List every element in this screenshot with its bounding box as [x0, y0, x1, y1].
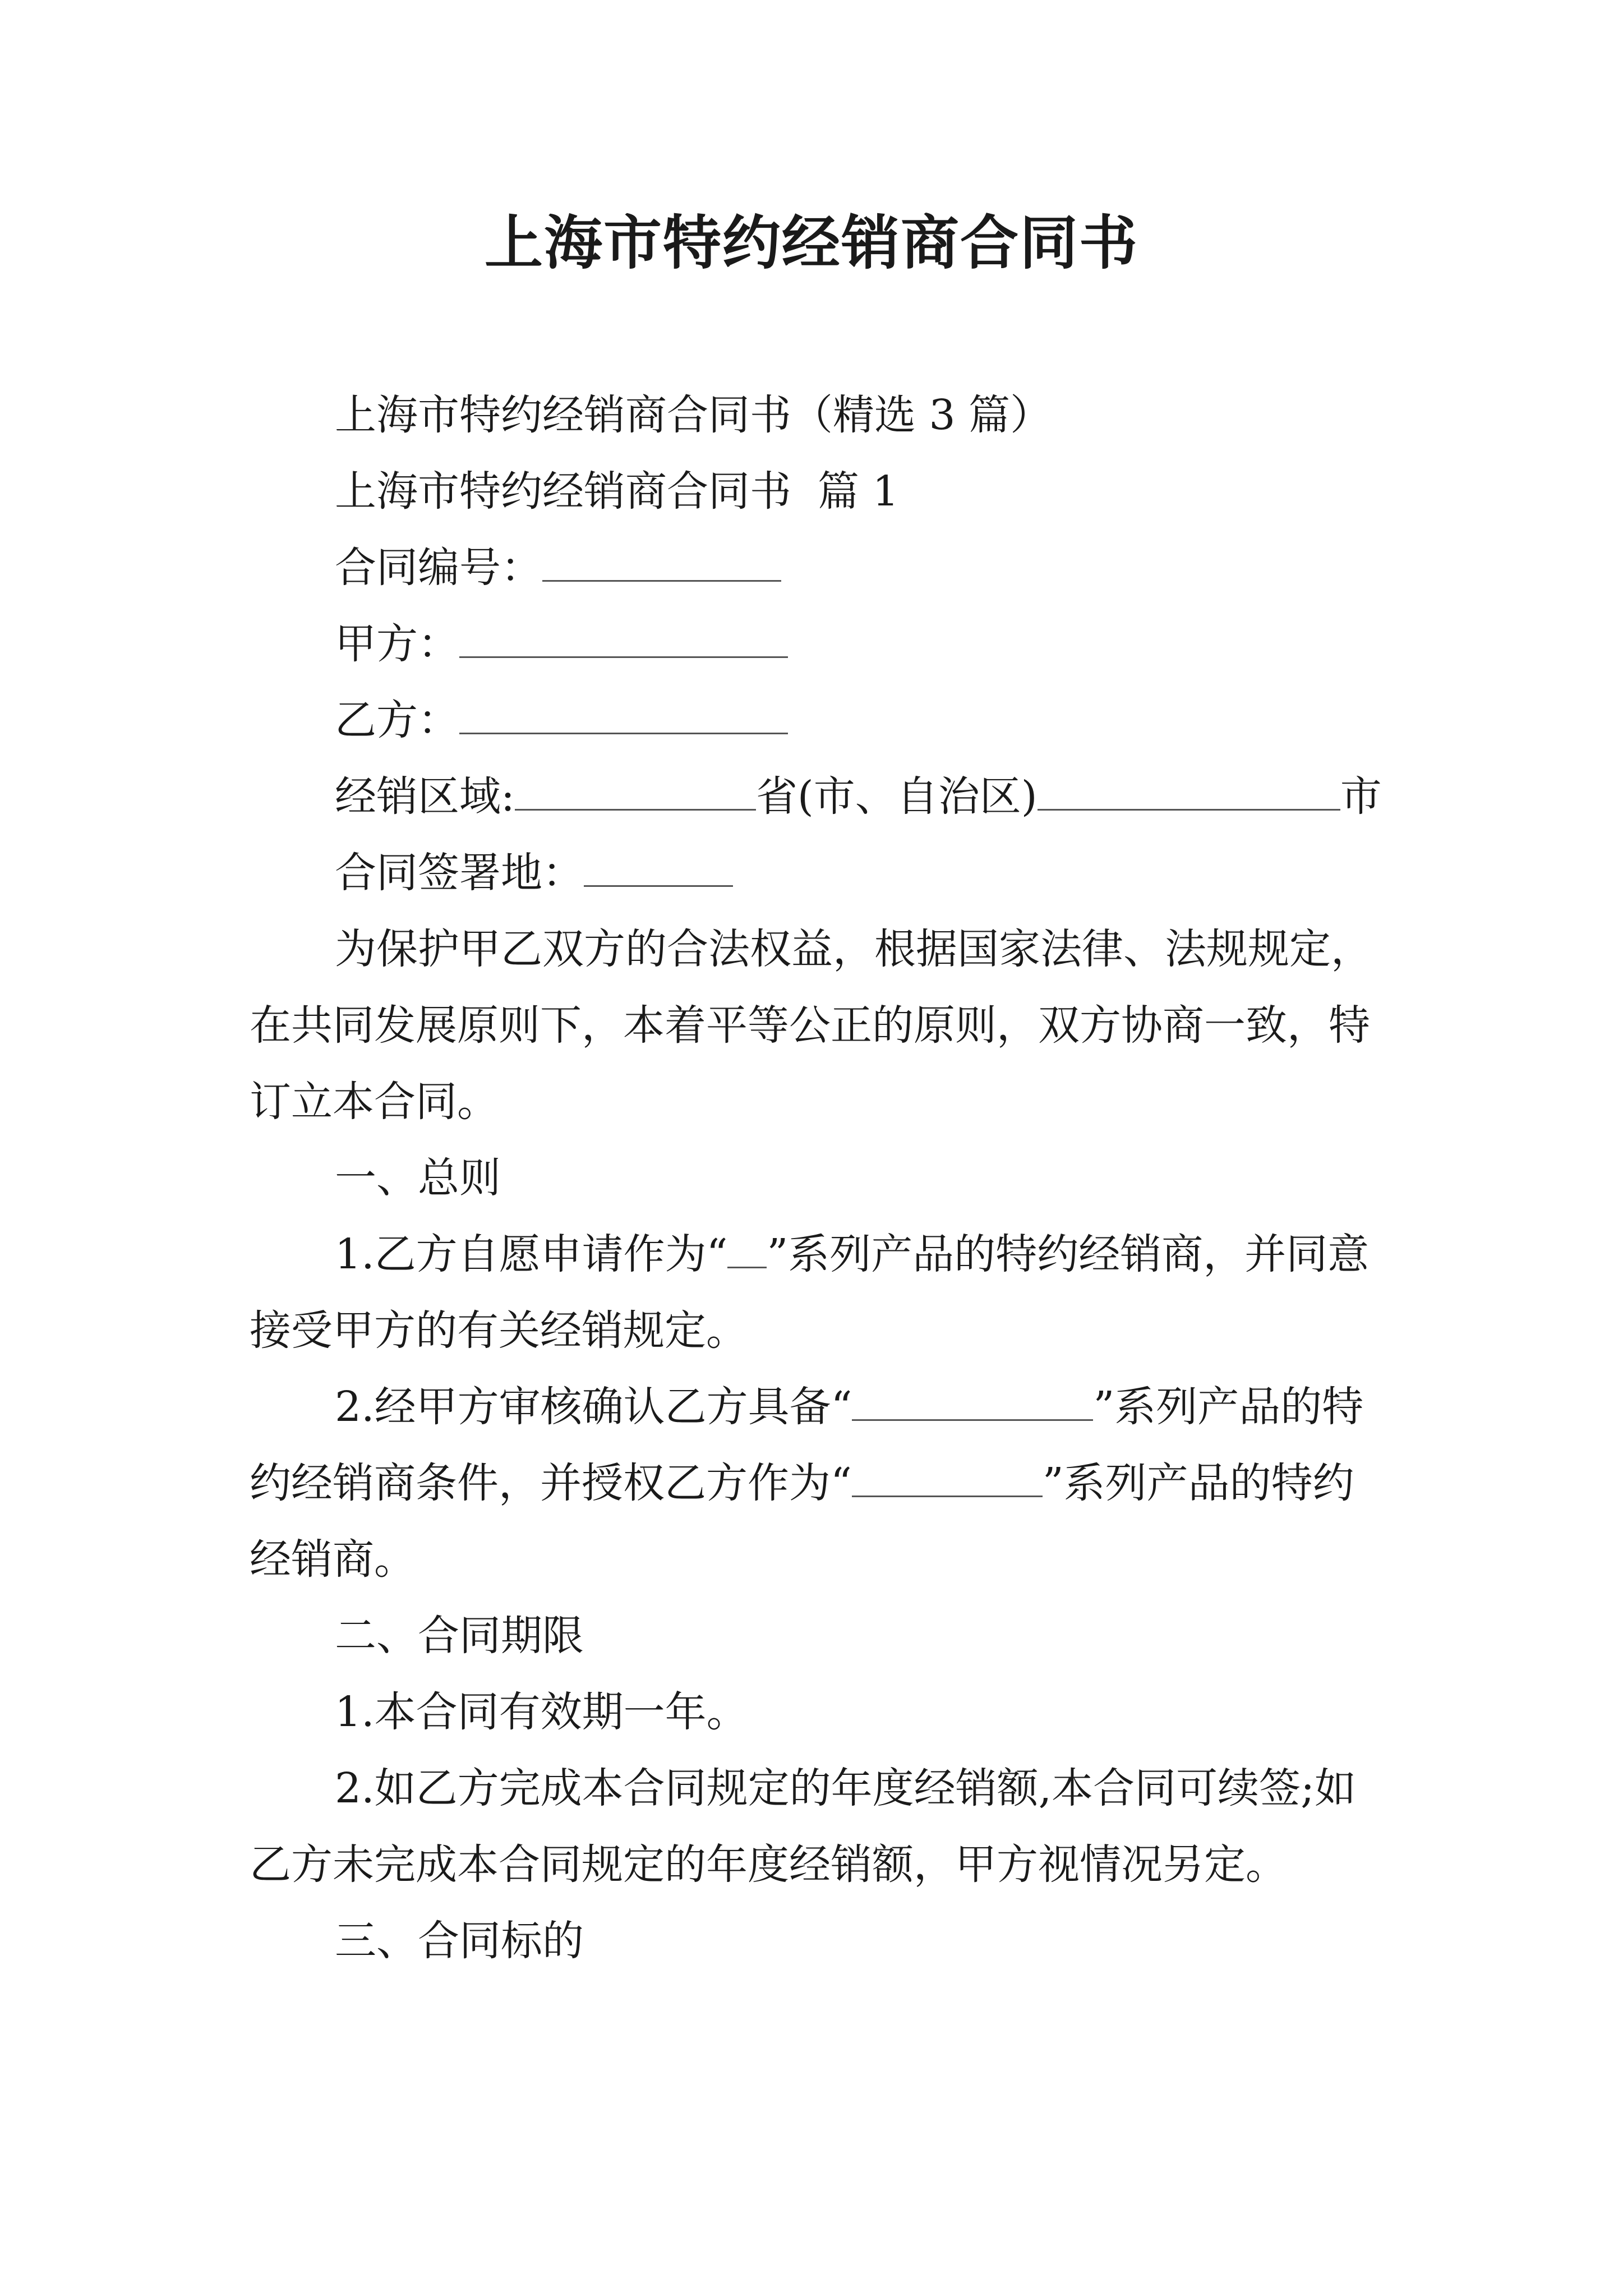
sign-place-line — [250, 835, 1394, 911]
clause-2-1: 1.本合同有效期一年。 — [335, 1688, 748, 1736]
party-b-label: 乙方： — [335, 696, 459, 744]
clause-2-2: 2.如乙方完成本合同规定的年度经销额,本合同可续签;如乙方未完成本合同规定的年度经销额，甲方视情况另定。 — [250, 1764, 1357, 1889]
contract-number-line — [250, 530, 1394, 606]
party-a-label: 甲方： — [335, 620, 459, 668]
preamble-paragraph: 为保护甲乙双方的合法权益，根据国家法律、法规规定，在共同发展原则下，本着平等公正的原则，双方协商一致，特订立本合同。 — [250, 925, 1372, 1126]
sign-place-label: 合同签署地： — [335, 849, 584, 897]
document-title: 上海市特约经销商合同书 — [484, 209, 1138, 277]
party-a-line — [250, 606, 1394, 682]
region-line — [250, 758, 1394, 835]
product-series-blank — [727, 1232, 767, 1268]
chapter-subject: 三、合同标的 — [335, 1917, 584, 1965]
region-city-blank — [1038, 774, 1340, 811]
region-city-label: 市 — [1340, 772, 1382, 821]
party-b-blank — [459, 698, 788, 734]
document-body — [250, 377, 1394, 1979]
clause-1-1: 1.乙方自愿申请作为“ ”系列产品的特约经销商，并同意接受甲方的有关经销规定。 — [250, 1230, 1370, 1355]
clause-1-2: 2.经甲方审核确认乙方具备“ ”系列产品的特约经销商条件，并授权乙方作为“ ”系列产品的特约经销商。 — [250, 1383, 1364, 1584]
sign-place-blank — [584, 850, 733, 887]
series-authorization-blank — [852, 1461, 1043, 1497]
party-a-blank — [459, 622, 788, 658]
region-province-label: 省(市、自治区) — [755, 772, 1038, 821]
contract-number-blank — [542, 545, 781, 582]
region-province-blank — [515, 774, 756, 811]
party-b-line — [250, 682, 1394, 758]
chapter-general: 一、总则 — [335, 1154, 501, 1202]
section-heading: 上海市特约经销商合同书 篇 1 — [335, 467, 899, 516]
region-label: 经销区域: — [335, 772, 515, 821]
contract-number-label: 合同编号： — [335, 544, 542, 592]
series-qualification-blank — [852, 1384, 1093, 1421]
chapter-term: 二、合同期限 — [335, 1612, 584, 1660]
subtitle: 上海市特约经销商合同书（精选 3 篇） — [335, 391, 1052, 439]
